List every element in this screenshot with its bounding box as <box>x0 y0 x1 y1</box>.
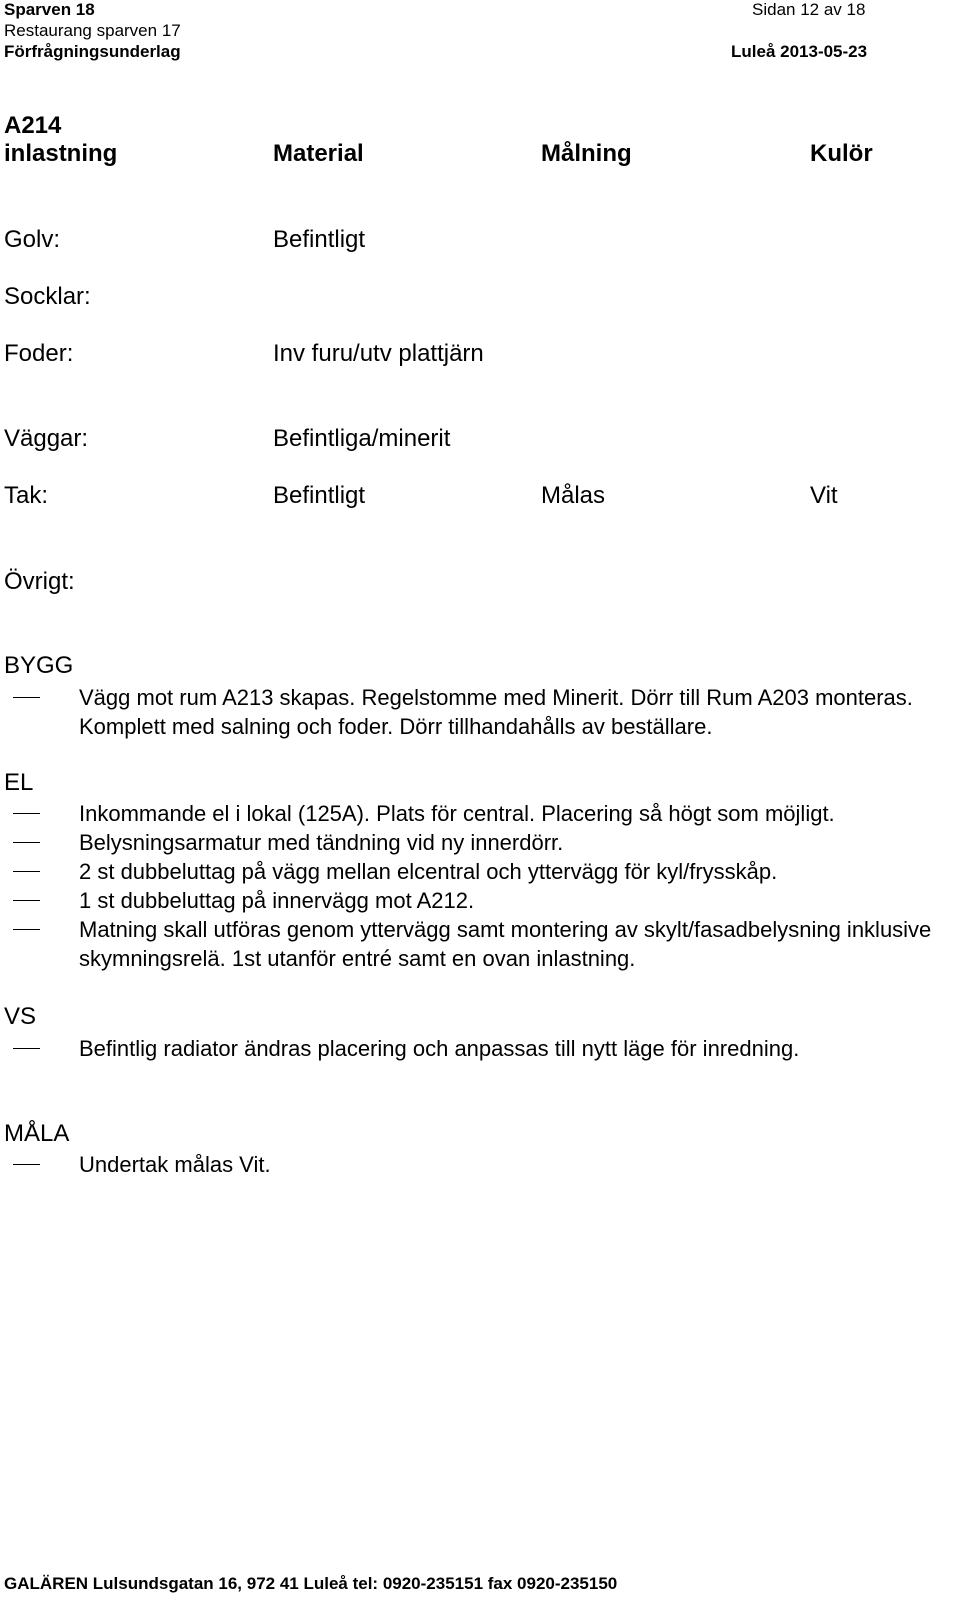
header-document-type: Förfrågningsunderlag <box>4 42 181 61</box>
list-item-text: Belysningsarmatur med tändning vid ny innerdörr. <box>79 830 564 855</box>
list-item-text: Undertak målas Vit. <box>79 1152 271 1177</box>
dash-bullet-icon <box>13 900 40 901</box>
footer-contact: GALÄREN Lulsundsgatan 16, 972 41 Luleå tel: 0920-235151 fax 0920-235150 <box>4 1574 618 1593</box>
dash-bullet-icon <box>13 1048 40 1049</box>
dash-bullet-icon <box>13 697 40 698</box>
section-heading-vs: VS <box>4 1003 37 1030</box>
list-item-text: Befintlig radiator ändras placering och anpassas till nytt läge för inredning. <box>79 1036 800 1061</box>
column-header-painting: Målning <box>541 140 632 167</box>
room-id: A214 <box>4 112 62 139</box>
header-place-date: Luleå 2013-05-23 <box>731 42 868 61</box>
header-subproject: Restaurang sparven 17 <box>4 21 181 40</box>
dash-bullet-icon <box>13 1164 40 1165</box>
schedule-painting-ceiling: Målas <box>541 482 606 509</box>
room-name: inlastning <box>4 140 118 167</box>
header-page-number: Sidan 12 av 18 <box>752 0 866 19</box>
dash-bullet-icon <box>13 871 40 872</box>
schedule-label-casing: Foder: <box>4 340 74 367</box>
dash-bullet-icon <box>13 842 40 843</box>
dash-bullet-icon <box>13 929 40 930</box>
schedule-material-ceiling: Befintligt <box>273 482 366 509</box>
schedule-label-other: Övrigt: <box>4 568 75 595</box>
list-item-text: 1 st dubbeluttag på innervägg mot A212. <box>79 888 475 913</box>
schedule-label-walls: Väggar: <box>4 425 89 452</box>
dash-bullet-icon <box>13 813 40 814</box>
schedule-material-floor: Befintligt <box>273 226 366 253</box>
column-header-color: Kulör <box>810 140 873 167</box>
schedule-label-ceiling: Tak: <box>4 482 49 509</box>
list-item-text: Vägg mot rum A213 skapas. Regelstomme med Minerit. Dörr till Rum A203 monteras. Komplett med salning och foder. Dörr tillhandahålls av beställare. <box>79 685 913 739</box>
schedule-color-ceiling: Vit <box>810 482 838 509</box>
schedule-label-skirting: Socklar: <box>4 283 91 310</box>
schedule-material-walls: Befintliga/minerit <box>273 425 451 452</box>
schedule-label-floor: Golv: <box>4 226 61 253</box>
column-header-material: Material <box>273 140 364 167</box>
list-item-text: Matning skall utföras genom yttervägg samt montering av skylt/fasadbelysning inklusive skymningsrelä. 1st utanför entré samt en ovan inlastning. <box>79 917 932 971</box>
section-heading-el: EL <box>4 769 34 796</box>
section-heading-mala: MÅLA <box>4 1120 70 1147</box>
section-heading-bygg: BYGG <box>4 652 74 679</box>
list-item-text: 2 st dubbeluttag på vägg mellan elcentral och yttervägg för kyl/frysskåp. <box>79 859 778 884</box>
header-project: Sparven 18 <box>4 0 95 19</box>
list-item-text: Inkommande el i lokal (125A). Plats för central. Placering så högt som möjligt. <box>79 801 835 826</box>
schedule-material-casing: Inv furu/utv plattjärn <box>273 340 484 367</box>
